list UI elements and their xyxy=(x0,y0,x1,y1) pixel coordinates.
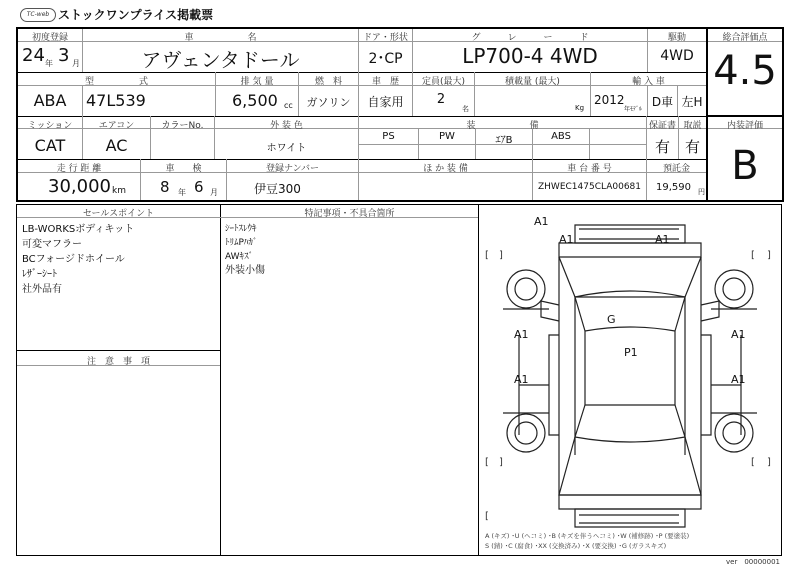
equipment-item: ｴｱB xyxy=(495,135,513,146)
import-label: 輸 入 車 xyxy=(632,77,665,87)
first-reg-month-unit: 月 xyxy=(72,59,80,68)
damage-mark: A1 xyxy=(731,373,746,386)
model-prefix: ABA xyxy=(33,91,67,110)
special-note-item: ｼｰﾄｽﾚｳｷ xyxy=(225,224,257,234)
fuel-value: ガソリン xyxy=(306,96,351,109)
sales-point-item: 社外品有 xyxy=(22,284,62,295)
site-logo: TC-web xyxy=(20,8,56,22)
history-label: 車 歴 xyxy=(371,77,399,87)
roof-outline xyxy=(585,331,675,405)
damage-mark: A1 xyxy=(514,373,529,386)
aircon-value: AC xyxy=(105,136,128,155)
chassis-no-value: ZHWEC1475CLA00681 xyxy=(538,182,641,192)
front-left-wheel-outline xyxy=(507,270,545,308)
bracket-mark: [ xyxy=(751,457,755,468)
left-body-outline xyxy=(559,257,575,495)
displacement-label: 排 気 量 xyxy=(240,77,274,87)
capacity-value: 2 xyxy=(436,92,446,107)
capacity-unit: 名 xyxy=(462,105,469,113)
special-notes-list xyxy=(225,222,265,278)
door-value: 2･CP xyxy=(368,51,403,67)
fuel-label: 燃 料 xyxy=(314,77,342,87)
bracket-mark: ] xyxy=(767,250,771,261)
sales-point-item: ﾚｻﾞｰｼｰﾄ xyxy=(22,269,57,280)
equipment-item: ABS xyxy=(551,131,571,142)
inspection-label: 車 検 xyxy=(165,164,202,174)
bracket-mark: ] xyxy=(499,250,503,261)
interior-grade-label: 内装評価 xyxy=(726,121,763,131)
first-reg-year: 24 xyxy=(22,45,45,66)
legend-line: S (錆) ･C (腐食) ･XX (交換済み) ･X (要交換) ･G (ガラスキズ) xyxy=(485,542,667,550)
chassis-no-label: 車 台 番 号 xyxy=(567,164,612,174)
legend-line: A (キズ) ･U (ヘコミ) ･B (キズを伴うヘコミ) ･W (補修跡) ･P (要塗装) xyxy=(485,532,690,540)
mileage-unit: km xyxy=(112,186,126,196)
bracket-mark: [ xyxy=(485,250,489,261)
damage-mark: A1 xyxy=(534,215,549,228)
first-reg-year-unit: 年 xyxy=(45,59,53,68)
rear-bumper-outline xyxy=(559,495,701,509)
overall-grade-value: 4.5 xyxy=(713,48,777,94)
manual-value: 有 xyxy=(684,138,700,156)
deposit-label: 預託金 xyxy=(662,164,690,174)
sales-point-item: LB-WORKSボディキット xyxy=(22,224,135,235)
plate-value: 伊豆300 xyxy=(254,182,301,196)
inspection-year-unit: 年 xyxy=(178,188,186,197)
special-notes-heading: 特記事項・不具合箇所 xyxy=(304,209,395,219)
page-title: ストックワンプライス掲載票 xyxy=(58,8,214,22)
front-right-wheel-outline xyxy=(715,270,753,308)
paint-mark: P1 xyxy=(624,346,638,359)
damage-mark: A1 xyxy=(559,233,574,246)
special-note-item: ﾄﾘﾑPﾊｶﾞ xyxy=(225,238,258,248)
glass-mark: G xyxy=(607,313,616,326)
mission-label: ミッション xyxy=(27,121,73,131)
grade-value: LP700-4 4WD xyxy=(462,44,598,68)
door-label: ドア・形状 xyxy=(363,33,408,43)
sales-points-heading: セールスポイント xyxy=(82,209,155,219)
sales-points-list xyxy=(22,222,134,297)
bracket-mark: [ xyxy=(485,511,489,522)
color-no-label: カラーNo. xyxy=(161,121,204,131)
model-code: 47L539 xyxy=(86,91,146,110)
load-unit: Kg xyxy=(575,104,585,112)
car-condition-diagram xyxy=(479,205,781,555)
interior-grade-value: B xyxy=(731,143,759,189)
warranty-value: 有 xyxy=(654,138,670,156)
damage-mark: A1 xyxy=(514,328,529,341)
model-label: 型 式 xyxy=(84,77,148,87)
steering-value: 左H xyxy=(681,95,703,109)
special-note-item: 外装小傷 xyxy=(225,265,265,276)
car-name-label: 車 名 xyxy=(184,33,257,43)
dealer-value: D車 xyxy=(651,95,674,109)
mission-value: CAT xyxy=(34,136,66,155)
warranty-label: 保証書 xyxy=(648,121,676,131)
notes-heading: 注 意 事 項 xyxy=(86,357,150,367)
exterior-color-value: ホワイト xyxy=(266,143,307,154)
grade-label: グ レ ー ド xyxy=(471,33,589,43)
capacity-label: 定員(最大) xyxy=(421,77,466,87)
rear-left-wheel-outline xyxy=(507,414,545,452)
bracket-mark: ] xyxy=(767,457,771,468)
inspection-year: 8 xyxy=(160,178,170,196)
bracket-mark: [ xyxy=(485,457,489,468)
plate-label: 登録ナンバー xyxy=(266,164,319,174)
right-body-outline xyxy=(685,257,701,495)
deposit-unit: 円 xyxy=(698,188,705,196)
displacement-unit: cc xyxy=(284,101,293,110)
left-mirror-outline xyxy=(541,301,559,321)
equipment-label: 装 備 xyxy=(466,121,539,131)
manual-label: 取説 xyxy=(683,121,702,131)
first-reg-label: 初度登録 xyxy=(31,33,68,43)
other-equipment-label: ほ か 装 備 xyxy=(423,164,468,174)
bracket-mark: [ xyxy=(751,250,755,261)
exterior-color-label: 外 装 色 xyxy=(270,121,303,131)
import-year: 2012 xyxy=(594,93,625,107)
equipment-item: PS xyxy=(382,131,395,142)
inspection-month: 6 xyxy=(194,178,204,196)
special-note-item: AWｷｽﾞ xyxy=(225,252,254,262)
damage-mark: A1 xyxy=(655,233,670,246)
deposit-value: 19,590 xyxy=(656,182,691,193)
load-label: 積載量 (最大) xyxy=(505,77,560,87)
aircon-label: エアコン xyxy=(98,121,135,131)
version-label: ver 00000001 xyxy=(726,558,780,566)
history-value: 自家用 xyxy=(367,95,404,109)
mileage-value: 30,000 xyxy=(48,176,111,197)
inspection-month-unit: 月 xyxy=(210,188,218,197)
drive-label: 駆動 xyxy=(667,33,686,43)
right-mirror-outline xyxy=(701,301,719,321)
rear-glass-outline xyxy=(575,405,685,442)
sales-point-item: 可変マフラー xyxy=(22,239,82,250)
sales-point-item: BCフォージドホイール xyxy=(22,254,125,265)
rear-right-wheel-outline xyxy=(715,414,753,452)
overall-grade-label: 総合評価点 xyxy=(722,33,768,43)
displacement-value: 6,500 xyxy=(232,91,278,110)
first-reg-month: 3 xyxy=(58,45,70,66)
mileage-label: 走 行 距 離 xyxy=(56,164,102,174)
car-name-value: アヴェンタドール xyxy=(141,48,300,72)
equipment-item: PW xyxy=(439,131,455,142)
damage-mark: A1 xyxy=(731,328,746,341)
import-year-unit: 年ﾓﾃﾞﾙ xyxy=(624,106,643,113)
drive-value: 4WD xyxy=(660,48,694,64)
bracket-mark: ] xyxy=(499,457,503,468)
